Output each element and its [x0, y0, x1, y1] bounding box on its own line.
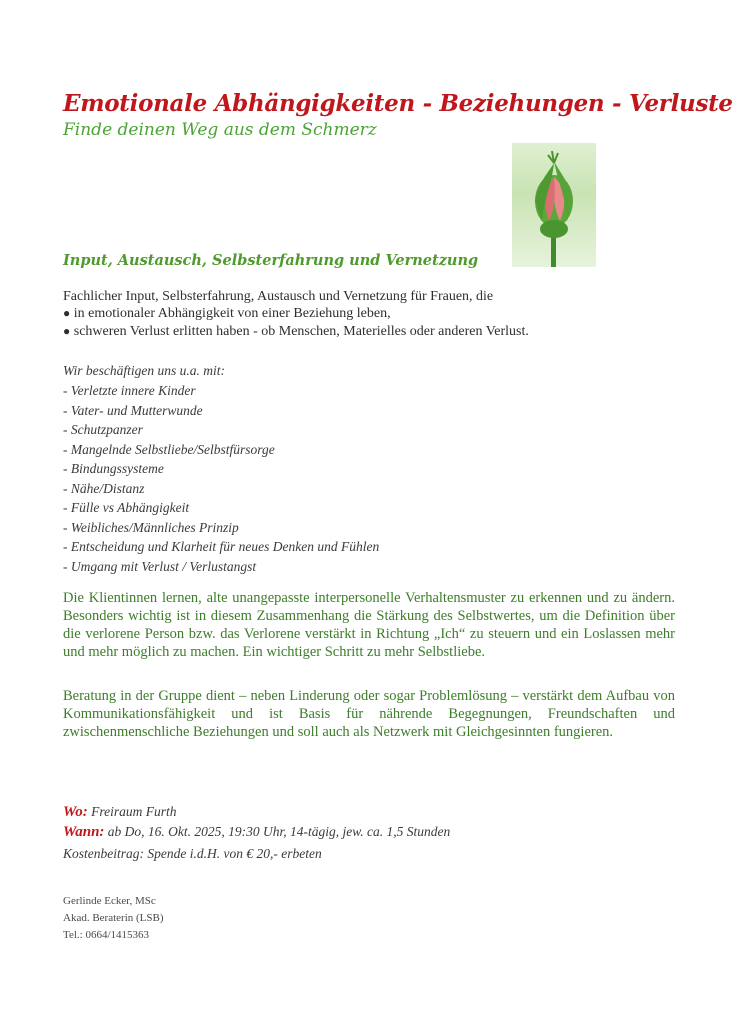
- date-line: [63, 824, 450, 841]
- bullet-item: [63, 306, 391, 322]
- location-value: Freiraum Furth: [91, 804, 177, 819]
- list-item: - Verletzte innere Kinder: [63, 383, 196, 398]
- list-item: - Mangelnde Selbstliebe/Selbstfürsorge: [63, 441, 275, 457]
- contact-role: Akad. Beraterin (LSB): [63, 912, 164, 924]
- fee-line: Kostenbeitrag: Spende i.d.H. von € 20,- erbeten: [63, 846, 322, 861]
- contact-name: Gerlinde Ecker, MSc: [63, 895, 156, 907]
- list-item: - Bindungssysteme: [63, 461, 164, 476]
- bullet-item: [63, 324, 529, 340]
- intro-text: Fachlicher Input, Selbsterfahrung, Austausch und Vernetzung für Frauen, die: [63, 289, 494, 304]
- bullet-dot-icon: ●: [63, 324, 71, 338]
- paragraph: Die Klientinnen lernen, alte unangepasste interpersonelle Verhaltensmuster zu erkennen und zu ändern. Besonders wichtig ist in diesem Zusammenhang die Stärkung des Selbstwertes, um die Definition über die verlorene Person bzw. das Verlorene verstärkt in Richtung „Ich“ zu steuern und ein Loslassen mehr und mehr möglich zu machen. Ein wichtiger Schritt zu mehr Selbstliebe.: [63, 590, 675, 660]
- rose-bud-image: [512, 143, 596, 267]
- location-label: Wo:: [63, 804, 88, 820]
- list-item: - Vater- und Mutterwunde: [63, 402, 203, 418]
- paragraph: Beratung in der Gruppe dient – neben Linderung oder sogar Problemlösung – verstärkt dem Aufbau von Kommunikationsfähigkeit und ist Basis für nährende Begegnungen, Freundschaften und zwischenmenschliche Beziehungen und soll auch als Netzwerk mit Gleichgesinnten fungieren.: [63, 688, 675, 740]
- page-title: Emotionale Abhängigkeiten - Beziehungen - Verluste: [63, 90, 733, 117]
- topics-heading: Wir beschäftigen uns u.a. mit:: [63, 363, 225, 378]
- list-item: - Schutzpanzer: [63, 422, 143, 437]
- bullet-dot-icon: ●: [63, 306, 71, 320]
- contact-phone: Tel.: 0664/1415363: [63, 929, 150, 941]
- list-item: - Entscheidung und Klarheit für neues Denken und Fühlen: [63, 539, 380, 554]
- date-label: Wann:: [63, 824, 105, 840]
- location-line: [63, 804, 176, 821]
- date-value: ab Do, 16. Okt. 2025, 19:30 Uhr, 14-tägig, jew. ca. 1,5 Stunden: [107, 824, 451, 839]
- bullet-text: schweren Verlust erlitten haben - ob Menschen, Materielles oder anderen Verlust.: [73, 324, 529, 339]
- list-item: - Weibliches/Männliches Prinzip: [63, 519, 239, 535]
- list-item: - Fülle vs Abhängigkeit: [63, 500, 190, 515]
- bullet-text: in emotionaler Abhängigkeit von einer Beziehung leben,: [73, 306, 391, 321]
- list-item: - Nähe/Distanz: [63, 480, 145, 496]
- section-heading: Input, Austausch, Selbsterfahrung und Vernetzung: [63, 252, 479, 269]
- page-subtitle: Finde deinen Weg aus dem Schmerz: [63, 120, 377, 140]
- list-item: - Umgang mit Verlust / Verlustangst: [63, 558, 257, 574]
- topic-list: [63, 381, 379, 576]
